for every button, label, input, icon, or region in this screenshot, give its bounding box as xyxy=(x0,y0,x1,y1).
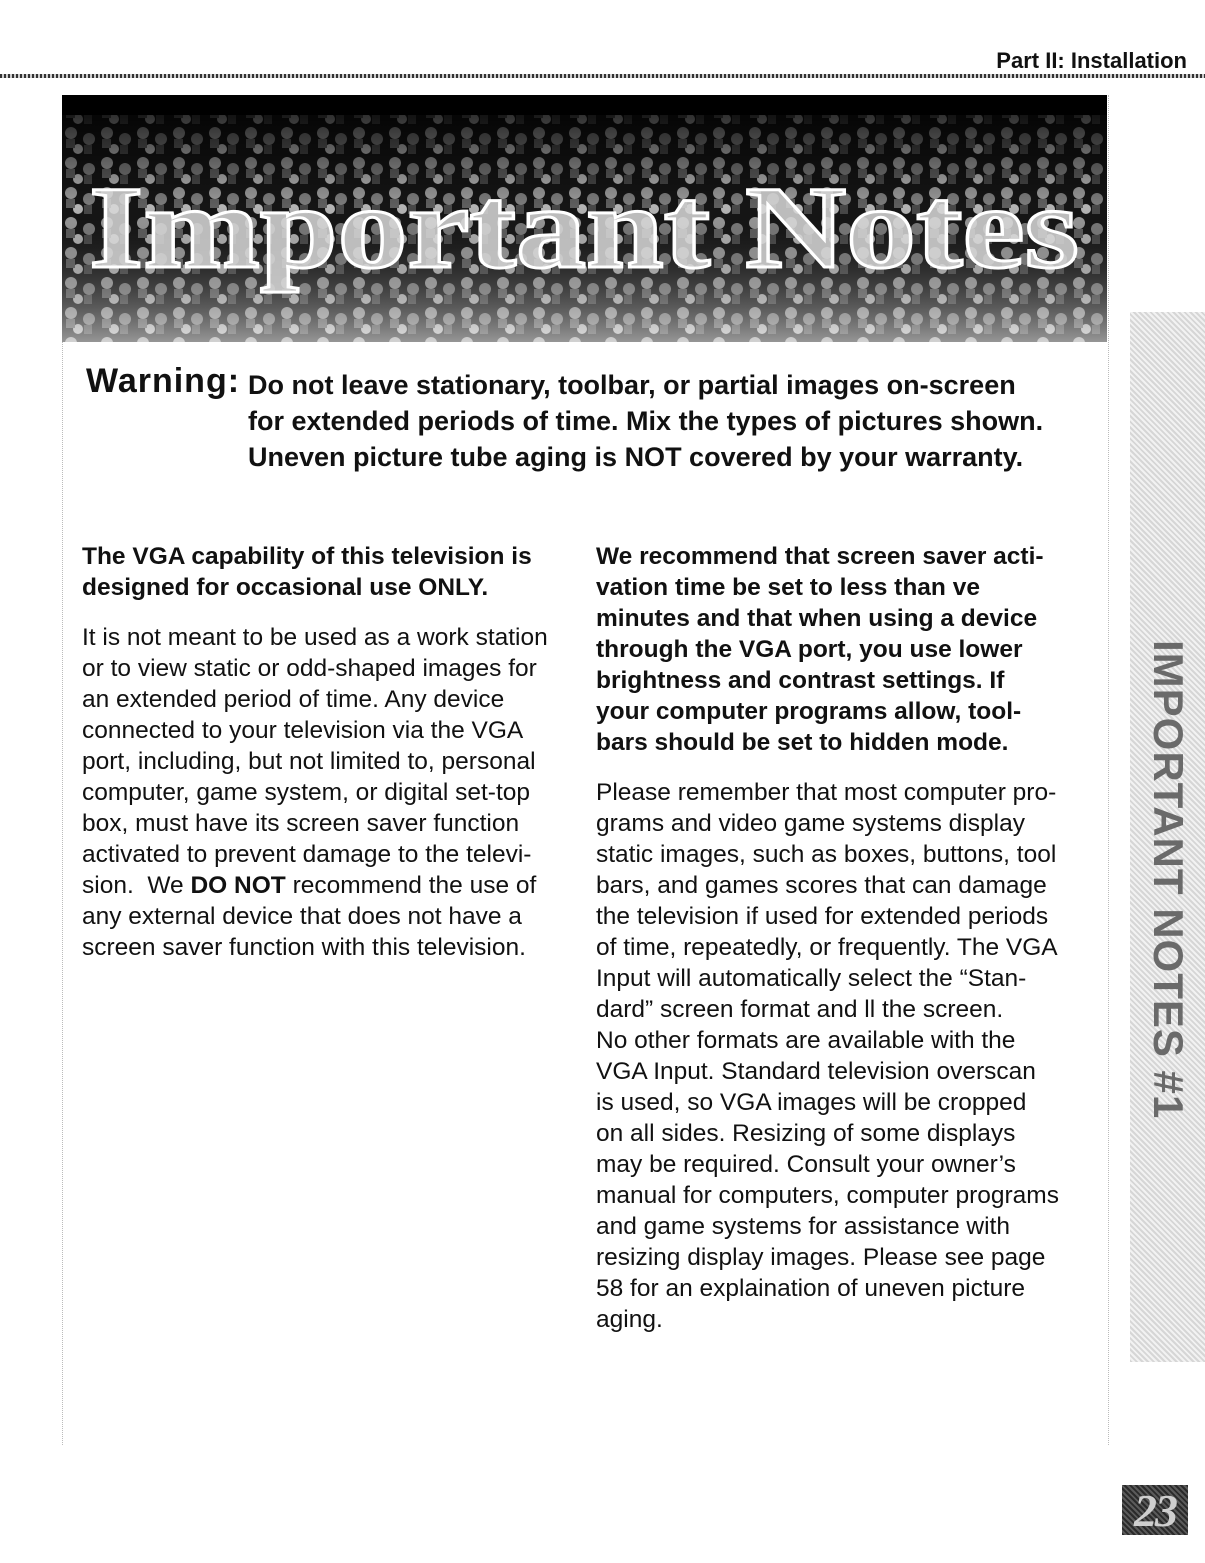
left-heading-line: designed for occasional use ONLY. xyxy=(82,574,489,601)
sion-text: sion. We xyxy=(82,872,191,899)
right-body-line: may be required. Consult your owner’s xyxy=(596,1151,1016,1178)
warning-label: Warning: xyxy=(86,362,241,400)
right-body-line: static images, such as boxes, buttons, tool xyxy=(596,841,1057,868)
left-body-line: computer, game system, or digital set-top xyxy=(82,779,530,806)
page-header-title: Part II: Installation xyxy=(996,48,1187,73)
banner-title: Important Notes xyxy=(89,162,1079,293)
right-body-line: dard” screen format and ll the screen. xyxy=(596,996,1004,1023)
right-body-line: on all sides. Resizing of some displays xyxy=(596,1120,1016,1147)
right-body-line: Please remember that most computer pro- xyxy=(596,779,1057,806)
left-column xyxy=(82,541,582,963)
left-heading-line: The VGA capability of this television is xyxy=(82,543,532,570)
important-notes-banner xyxy=(62,95,1107,342)
right-body-line: VGA Input. Standard television overscan xyxy=(596,1058,1036,1085)
page-number-badge xyxy=(1122,1485,1188,1535)
right-heading-line: We recommend that screen saver acti- xyxy=(596,543,1044,570)
left-body-line: or to view static or odd-shaped images for xyxy=(82,655,537,682)
page-number: 23 xyxy=(1134,1484,1176,1536)
right-body-line: bars, and games scores that can damage xyxy=(596,872,1047,899)
left-body-line: port, including, but not limited to, personal xyxy=(82,748,536,775)
banner-graphic xyxy=(62,95,1107,342)
left-body-line: activated to prevent damage to the televi- xyxy=(82,841,532,868)
right-heading-line: vation time be set to less than ve xyxy=(596,574,980,601)
recommend-text: recommend the use of xyxy=(285,872,537,899)
right-body-line: No other formats are available with the xyxy=(596,1027,1016,1054)
right-body-line: and game systems for assistance with xyxy=(596,1213,1010,1240)
right-body-line: the television if used for extended periods xyxy=(596,903,1049,930)
right-body-line: 58 for an explaination of uneven picture xyxy=(596,1275,1026,1302)
right-body-line: grams and video game systems display xyxy=(596,810,1025,837)
warning-line: Uneven picture tube aging is NOT covered by your warranty. xyxy=(248,442,1024,472)
right-body-line: of time, repeatedly, or frequently. The VGA xyxy=(596,934,1058,961)
right-heading-line: minutes and that when using a device xyxy=(596,605,1038,632)
side-tab-label: IMPORTANT NOTES #1 xyxy=(1145,640,1192,1120)
warning-text xyxy=(248,367,1096,475)
right-heading-line: your computer programs allow, tool- xyxy=(596,698,1022,725)
right-heading-line: through the VGA port, you use lower xyxy=(596,636,1023,663)
warning-line: Do not leave stationary, toolbar, or partial images on-screen xyxy=(248,370,1016,400)
warning-line: for extended periods of time. Mix the types of pictures shown. xyxy=(248,406,1044,436)
warning-block xyxy=(86,362,1096,475)
right-column xyxy=(596,541,1096,1335)
left-body-line: an extended period of time. Any device xyxy=(82,686,505,713)
left-body-line: screen saver function with this television. xyxy=(82,934,526,961)
right-body-line: manual for computers, computer programs xyxy=(596,1182,1059,1209)
left-body-line: connected to your television via the VGA xyxy=(82,717,524,744)
left-body-line xyxy=(82,870,582,901)
do-not-emphasis: DO NOT xyxy=(190,872,286,899)
right-body-line: Input will automatically select the “Stan- xyxy=(596,965,1027,992)
right-body-line: is used, so VGA images will be cropped xyxy=(596,1089,1027,1116)
right-body-line: resizing display images. Please see page xyxy=(596,1244,1046,1271)
right-body-line: aging. xyxy=(596,1306,663,1333)
header-rule xyxy=(0,74,1205,78)
left-body-line: box, must have its screen saver function xyxy=(82,810,520,837)
left-body-line: any external device that does not have a xyxy=(82,903,522,930)
left-body-line: It is not meant to be used as a work station xyxy=(82,624,548,651)
right-heading-line: brightness and contrast settings. If xyxy=(596,667,1005,694)
right-heading-line: bars should be set to hidden mode. xyxy=(596,729,1009,756)
